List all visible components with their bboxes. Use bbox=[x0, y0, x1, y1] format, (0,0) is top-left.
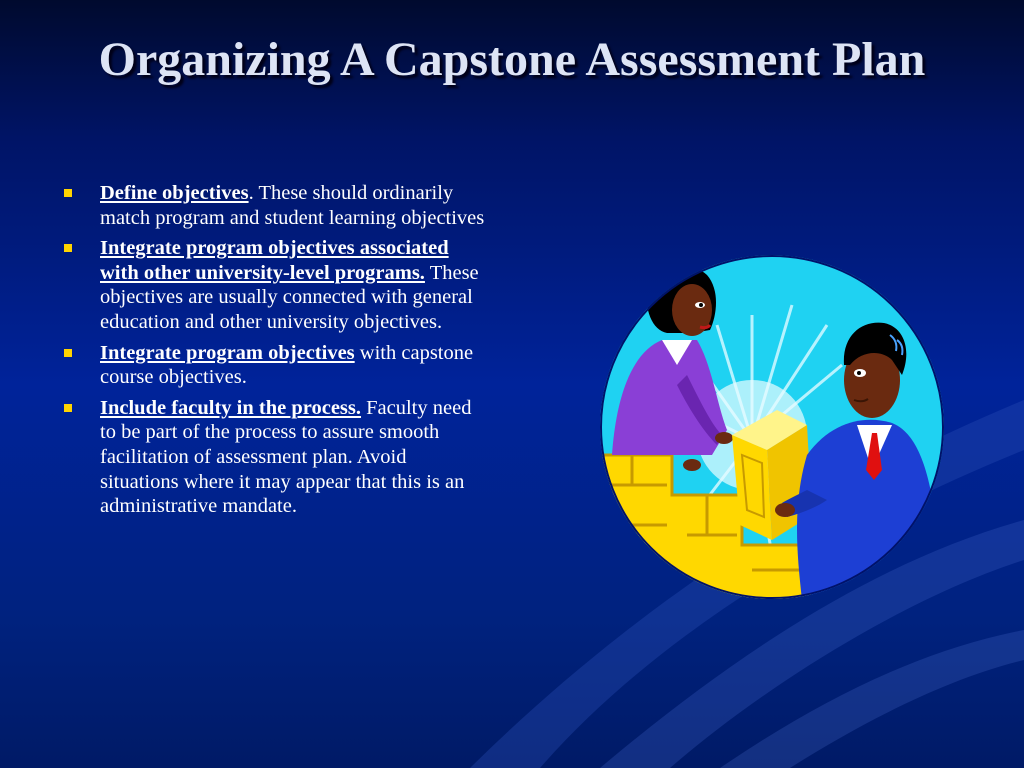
bullet-lead: Define objectives bbox=[100, 182, 249, 204]
square-bullet-icon bbox=[64, 404, 72, 412]
bullet-item bbox=[62, 341, 487, 390]
square-bullet-icon bbox=[64, 244, 72, 252]
bullet-text: with capstone course objectives. bbox=[100, 341, 474, 389]
square-bullet-icon bbox=[64, 349, 72, 357]
square-bullet-icon bbox=[64, 189, 72, 197]
bullet-item bbox=[62, 181, 487, 230]
bullet-item bbox=[62, 396, 487, 519]
bullet-lead: Integrate program objectives associated with other university-level programs. bbox=[100, 237, 449, 284]
bullet-text: These objectives are usually connected with general education and other university objectives. bbox=[100, 261, 479, 333]
slide-title: Organizing A Capstone Assessment Plan bbox=[98, 33, 926, 86]
bullet-lead: Integrate program objectives bbox=[100, 341, 355, 364]
bullet-text: . These should ordinarily match program and student learning objectives bbox=[100, 182, 485, 229]
bullet-list bbox=[62, 181, 487, 525]
bullet-lead: Include faculty in the process. bbox=[100, 396, 362, 419]
bullet-text: Faculty need to be part of the process to assure smooth facilitation of assessment plan. Avoid situations where it may appear that this is an administrative mandate. bbox=[100, 396, 472, 518]
handing-over-box-clipart-icon bbox=[592, 255, 952, 600]
bullet-item bbox=[62, 236, 487, 334]
